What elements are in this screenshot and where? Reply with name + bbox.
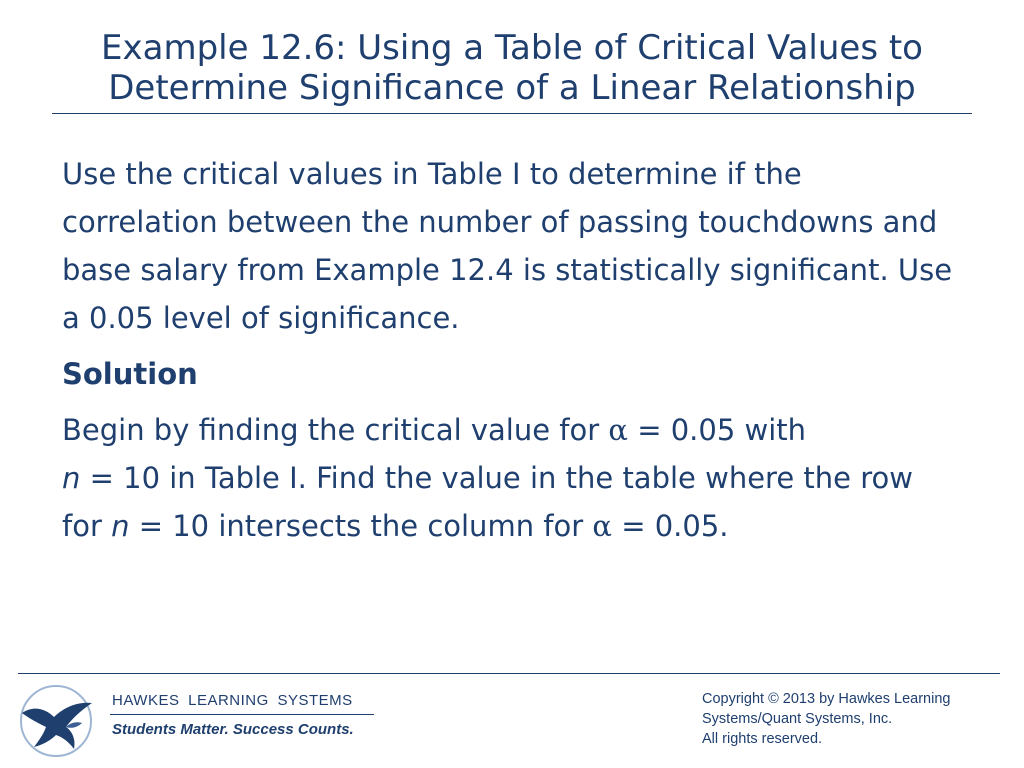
solution-heading: Solution: [62, 357, 198, 391]
slide-body: [62, 150, 962, 558]
copyright-line-3: All rights reserved.: [702, 731, 823, 747]
solution-text-part-1: Begin by finding the critical value for: [62, 413, 609, 447]
problem-statement: Use the critical values in Table I to determine if the correlation between the number of passing touchdowns and base salary from Example 12.4 is statistically significant. Use a 0.05 level of significance.: [62, 157, 953, 335]
copyright-line-1: Copyright © 2013 by Hawkes Learning: [702, 691, 951, 707]
copyright-line-2: Systems/Quant Systems, Inc.: [702, 711, 893, 727]
variable-n-2: n: [111, 509, 130, 543]
solution-text-part-2: = 0.05 with: [627, 413, 807, 447]
solution-text: [62, 406, 962, 550]
brand-underline: [110, 714, 374, 715]
hawk-logo-icon: [16, 683, 96, 759]
brand-tagline: Students Matter. Success Counts.: [112, 721, 354, 738]
solution-text-part-5: = 0.05.: [611, 509, 729, 543]
footer-divider: [18, 673, 1000, 674]
slide-title: [40, 28, 984, 108]
copyright-notice: [702, 689, 1012, 749]
title-divider: [52, 113, 972, 114]
variable-n: n: [62, 461, 81, 495]
alpha-symbol-2: α: [592, 509, 612, 543]
solution-text-part-3: = 10 in Table I. Find the value in the table where the row for: [62, 461, 913, 543]
solution-text-part-4: = 10 intersects the column for: [129, 509, 593, 543]
slide-title-line-1: Example 12.6: Using a Table of Critical Values to: [101, 28, 923, 68]
alpha-symbol: α: [608, 413, 628, 447]
brand-name: HAWKES LEARNING SYSTEMS: [112, 692, 353, 709]
slide-title-line-2: Determine Significance of a Linear Relationship: [108, 68, 916, 108]
